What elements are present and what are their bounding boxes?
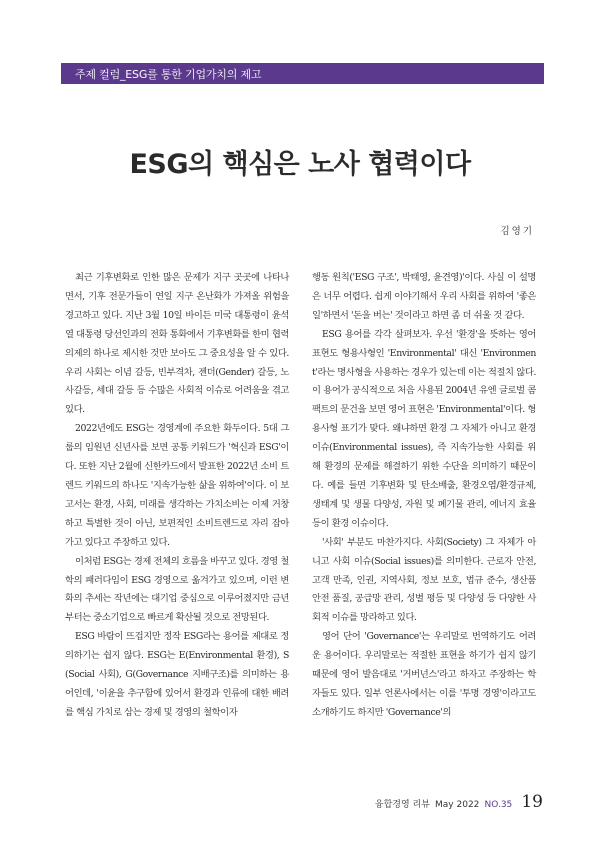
section-banner-label: 주제 컬럼_ESG를 통한 기업가치의 제고 — [75, 68, 262, 81]
paragraph: ESG 용어를 각각 살펴보자. 우선 '환경'을 뜻하는 영어 표현도 형용사형인 'Environmental' 대신 'Environment'라는 명사형을 사용하는 경우가 있는데 이는 적절치 않다. 이 용어가 공식적으로 처음 사용된 2004년 유엔 글로벌 콤팩트의 문건을 보면 영어 표현은 'Environmental'이다. 형용사형 표기가 맞다. 왜냐하면 환경 그 자체가 아니고 환경 이슈(Environmental issues), 즉 지속가능한 사회를 위해 환경의 문제를 해결하기 위한 수단을 의미하기 때문이다. 예를 들면 기후변화 및 탄소배출, 환경오염/환경규제, 생태계 및 생물 다양성, 자원 및 폐기물 관리, 에너지 효율 등이 환경 이슈이다. — [312, 328, 536, 529]
article-title: ESG의 핵심은 노사 협력이다 — [129, 149, 471, 180]
paragraph: 최근 기후변화로 인한 많은 문제가 지구 곳곳에 나타나면서, 기후 전문가들이 연일 지구 온난화가 가져올 위험을 경고하고 있다. 지난 3월 10일 바이든 미국 대통령이 윤석열 대통령 당선인과의 전화 통화에서 기후변화를 한미 협력 의제의 하나로 제시한 것만 보아도 그 중요성을 알 수 있다. 우리 사회는 이념 갈등, 빈부격차, 젠더(Gender) 갈등, 노사갈등, 세대 갈등 등 수많은 사회적 이슈로 어려움을 겪고 있다. — [65, 272, 289, 416]
paragraph: 영어 단어 'Governance'는 우리말로 번역하기도 어려운 용어이다. 우리말로는 적절한 표현을 하기가 쉽지 않기 때문에 영어 발음대로 '거버넌스'라고 하자고 주장하는 학자들도 있다. 일부 언론사에서는 이를 '투명 경영'이라고도 소개하기도 하지만 'Governance'의 — [312, 631, 536, 718]
issue-date: May 2022 — [435, 800, 480, 810]
magazine-name: 융합경영 리뷰 — [374, 800, 430, 810]
section-banner — [61, 63, 544, 84]
issue-number: NO.35 — [484, 800, 513, 810]
paragraph: ESG 바람이 뜨겁지만 정작 ESG라는 용어를 제대로 정의하기는 쉽지 않다. ESG는 E(Environmental 환경), S(Social 사회), G(Governance 지배구조)를 의미하는 용어인데, '이윤을 추구함에 있어서 환경과 인류에 대한 배려를 핵심 가치로 삼는 경제 및 경영의 철학이자 — [65, 631, 289, 718]
paragraph: '사회' 부분도 마찬가지다. 사회(Society) 그 자체가 아니고 사회 이슈(Social issues)를 의미한다. 근로자 안전, 고객 만족, 인권, 지역사회, 정보 보호, 법규 준수, 생산품 안전 품질, 공급망 관리, 성별 평등 및 다양성 등 다양한 사회적 이슈를 망라하고 있다. — [312, 536, 536, 624]
left-column — [65, 269, 289, 723]
page-footer — [375, 792, 543, 812]
paragraph: 2022년에도 ESG는 경영계에 주요한 화두이다. 5대 그룹의 임원년 신년사를 보면 공통 키워드가 '혁신과 ESG'이다. 또한 지난 2월에 신한카드에서 발표한 2022년 소비 트렌드 키워드의 하나도 '지속가능한 삶을 위하여'이다. 이 보고서는 환경, 사회, 미래를 생각하는 가치소비는 이제 거창하고 특별한 것이 아닌, 보편적인 소비트렌드로 자리 잡아가고 있다고 주장하고 있다. — [65, 423, 289, 548]
right-column — [312, 269, 536, 723]
paragraph: 행동 원칙('ESG 구조', 박태영, 윤견영)'이다. 사실 이 설명은 너무 어렵다. 쉽게 이야기해서 우리 사회를 위하여 '좋은 일'하면서 '돈을 버는' 것이라고 하면 좀 더 쉬울 것 같다. — [312, 272, 536, 321]
page-number: 19 — [521, 792, 543, 812]
article-author: 김영기 — [500, 226, 534, 237]
paragraph: 이처럼 ESG는 경제 전체의 흐름을 바꾸고 있다. 경영 철학의 패러다임이 ESG 경영으로 옮겨가고 있으며, 이런 변화의 추세는 작년에는 대기업 중심으로 이루어졌지만 금년부터는 중소기업으로 빠르게 확산될 것으로 전망된다. — [65, 555, 289, 624]
